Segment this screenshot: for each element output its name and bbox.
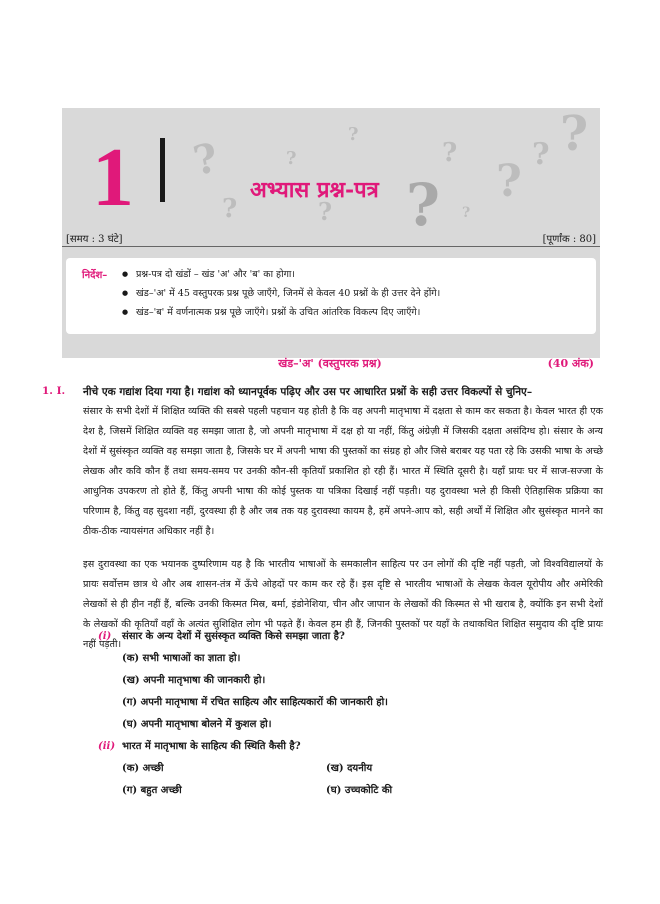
question-mark-decoration: ?	[496, 156, 522, 207]
divider	[62, 246, 600, 247]
question-instruction: नीचे एक गद्यांश दिया गया है। गद्यांश को ध्यानपूर्वक पढ़िए और उस पर आधारित प्रश्नों के सही उत्तर विकल्पों से चुनिए–	[83, 386, 533, 398]
option: (ख) दयनीय	[326, 763, 373, 774]
question-mark-decoration: ?	[222, 194, 238, 224]
question-mark-decoration: ?	[406, 171, 440, 239]
chapter-number: 1	[92, 131, 134, 224]
question-mark-decoration: ?	[462, 205, 471, 221]
instruction-item: ● खंड–'अ' में 45 वस्तुपरक प्रश्न पूछे जाएँगे, जिनमें से केवल 40 प्रश्नों के ही उत्तर देने होंगे।	[122, 284, 440, 303]
section-heading: खंड–'अ' (वस्तुपरक प्रश्न)	[278, 357, 382, 370]
option: (क) अच्छी	[122, 763, 164, 774]
instructions-label: निर्देश–	[82, 270, 108, 281]
question-mark-decoration: ?	[442, 138, 458, 168]
option: (घ) उच्चकोटि की	[326, 785, 393, 796]
question-mark-decoration: ?	[286, 148, 297, 169]
subquestion	[98, 628, 345, 642]
marks-label: [पूर्णांक : 80]	[542, 234, 596, 245]
instructions-list	[122, 265, 440, 322]
question-mark-decoration: ?	[532, 137, 550, 172]
chapter-divider	[160, 138, 165, 202]
page-title: अभ्यास प्रश्न-पत्र	[250, 177, 379, 203]
question-mark-decoration: ?	[189, 134, 222, 185]
subquestion-number: (ii)	[98, 741, 116, 752]
passage-paragraph: संसार के सभी देशों में शिक्षित व्यक्ति की सबसे पहली पहचान यह होती है कि वह अपनी मातृभाषा में दक्षता से काम कर सकता है। केवल भारत ही एक देश है, जिसमें शिक्षित व्यक्ति वह समझा जाता है, जो अपनी मातृभाषा में दक्ष हो या नहीं, किंतु अंग्रेज़ी में जिसकी दक्षता असंदिग्ध हो। संसार के अन्य देशों में सुसंस्कृत व्यक्ति वह समझा जाता है, जिसके घर में अपनी भाषा की पुस्तकों का संग्रह हो और जिसे बराबर यह पता रहे कि उसकी भाषा के अच्छे लेखक और कवि कौन हैं तथा समय-समय पर उनकी कौन-सी कृतियाँ प्रकाशित हो रही हैं। भारत में स्थिति दूसरी है। यहाँ प्रायः घर में साज-सज्जा के आधुनिक उपकरण तो होते हैं, किंतु अपनी भाषा की कोई पुस्तक या पत्रिका दिखाई नहीं पड़ती। यह दुरावस्था भले ही किसी ऐतिहासिक प्रक्रिया का परिणाम है, किंतु वह सुदशा नहीं, दुरवस्था ही है और जब तक यह दुरावस्था कायम है, हमें अपने-आप को, सही अर्थों में शिक्षित और सुसंस्कृत मानने का ठीक-ठीक न्यायसंगत अधिकार नहीं है।	[83, 406, 603, 537]
option: (ग) बहुत अच्छी	[122, 785, 182, 796]
subquestion	[98, 738, 301, 752]
instruction-item: ● प्रश्न-पत्र दो खंडों – खंड 'अ' और 'ब' का होगा।	[122, 265, 440, 284]
option: (क) सभी भाषाओं का ज्ञाता हो।	[122, 653, 241, 664]
option: (ग) अपनी मातृभाषा में रचित साहित्य और साहित्यकारों की जानकारी हो।	[122, 697, 388, 708]
instruction-item: ● खंड–'ब' में वर्णनात्मक प्रश्न पूछे जाएँगे। प्रश्नों के उचित आंतरिक विकल्प दिए जाएँगे।	[122, 303, 440, 322]
option: (घ) अपनी मातृभाषा बोलने में कुशल हो।	[122, 719, 272, 730]
subquestion-text: भारत में मातृभाषा के साहित्य की स्थिति कैसी है?	[122, 741, 301, 752]
subquestion-text: संसार के अन्य देशों में सुसंस्कृत व्यक्ति किसे समझा जाता है?	[122, 631, 345, 642]
time-label: [समय : 3 घंटे]	[66, 234, 123, 245]
option: (ख) अपनी मातृभाषा की जानकारी हो।	[122, 675, 266, 686]
question-mark-decoration: ?	[318, 197, 333, 226]
passage-paragraph: इस दुरावस्था का एक भयानक दुष्परिणाम यह है कि भारतीय भाषाओं के समकालीन साहित्य पर उन लोगों की दृष्टि नहीं पड़ती, जो विश्वविद्यालयों के प्रायः सर्वोत्तम छात्र थे और अब शासन-तंत्र में ऊँचे ओहदों पर काम कर रहे हैं। इस दृष्टि से भारतीय भाषाओं के लेखक केवल यूरोपीय और अमेरिकी लेखकों से ही हीन नहीं हैं, बल्कि उनकी किस्मत मिस्र, बर्मा, इंडोनेशिया, चीन और जापान के लेखकों की किस्मत से भी खराब है, क्योंकि इन सभी देशों के लेखकों की कृतियाँ वहाँ के अत्यंत सुशिक्षित लोग भी पढ़ते हैं। केवल हम ही हैं, जिनकी पुस्तकों पर यहाँ के तथाकथित शिक्षित समुदाय की दृष्टि प्रायः नहीं पड़ती।	[83, 559, 603, 650]
question-number: 1. I.	[42, 385, 66, 397]
question-mark-decoration: ?	[348, 124, 359, 145]
section-marks: (40 अंक)	[547, 357, 594, 370]
question-mark-decoration: ?	[560, 106, 589, 162]
subquestion-number: (i)	[98, 631, 112, 642]
